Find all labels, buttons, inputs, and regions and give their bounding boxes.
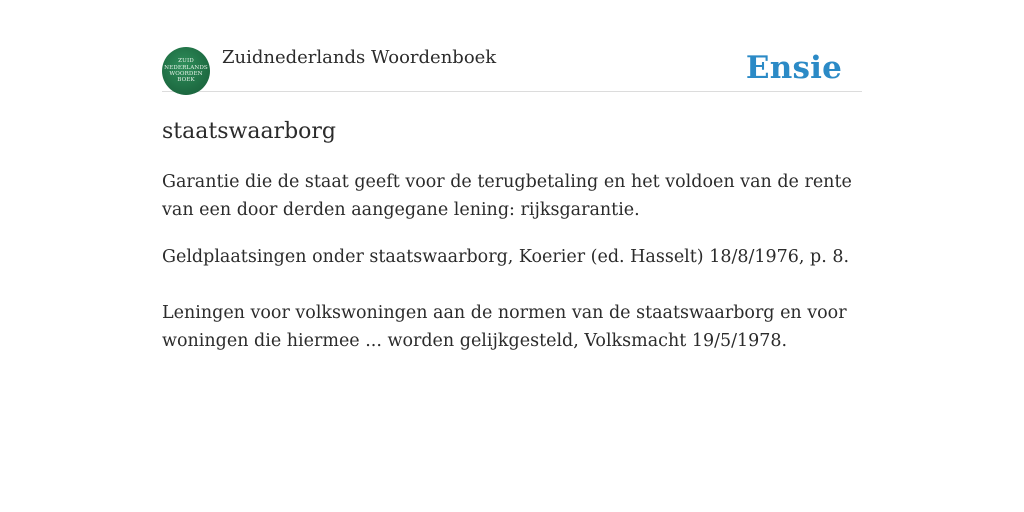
logo-line: NEDERLANDS [164, 64, 208, 71]
entry-headword: staatswaarborg [162, 119, 337, 144]
page-container [162, 40, 862, 355]
logo-line: ZUID [178, 58, 194, 65]
entry-example: Leningen voor volkswoningen aan de normen van de staatswaarborg en voor woningen die hiermee ... worden gelijkgesteld, Volksmacht 19/5/1978. [162, 303, 847, 351]
site-title[interactable]: Zuidnederlands Woordenboek [222, 47, 497, 68]
ensie-brand-link[interactable]: Ensie [745, 50, 842, 86]
site-header [162, 40, 862, 92]
logo-line: BOEK [177, 77, 195, 84]
logo-line: WOORDEN [169, 71, 203, 77]
entry-definition: Garantie die de staat geeft voor de terugbetaling en het voldoen van de rente van een door derden aangegane lening: rijksgarantie. [162, 172, 852, 220]
dictionary-logo[interactable] [162, 47, 210, 95]
entry-example: Geldplaatsingen onder staatswaarborg, Koerier (ed. Hasselt) 18/8/1976, p. 8. [162, 247, 850, 267]
